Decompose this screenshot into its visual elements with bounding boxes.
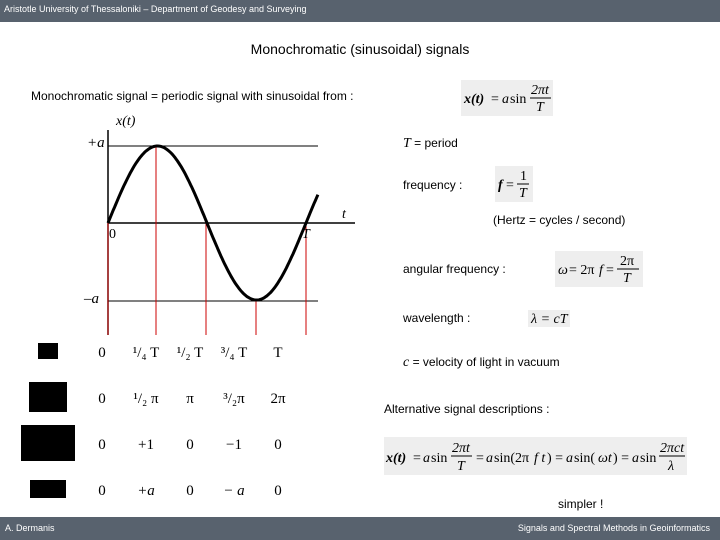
table-cell: 0 [98, 436, 106, 453]
table-cell: 0 [98, 344, 106, 361]
svg-text:a: a [423, 451, 430, 466]
table-cell: 0 [98, 390, 106, 407]
table-row [16, 330, 300, 376]
footer-bar [0, 517, 720, 540]
svg-text:f: f [498, 178, 503, 193]
wavelength-label: wavelength : [403, 311, 471, 325]
hertz-note: (Hertz = cycles / second) [493, 213, 626, 227]
simpler-note: simpler ! [558, 497, 604, 511]
table-cell: +a [137, 482, 155, 499]
svg-text:2πct: 2πct [660, 441, 685, 456]
minus-a-label: –a [84, 291, 99, 307]
svg-text:a: a [566, 451, 573, 466]
svg-text:x(t): x(t) [464, 92, 485, 107]
main-formula [461, 80, 553, 116]
alternative-formula [384, 437, 687, 475]
frequency-label: frequency : [403, 178, 463, 192]
table-cell: T [273, 344, 283, 361]
table-cell: ³/₂π [223, 390, 245, 407]
header-bar [0, 0, 720, 22]
svg-text:sin: sin [640, 451, 657, 466]
row-marker [16, 468, 80, 514]
svg-text:ωt: ωt [598, 451, 612, 466]
svg-text:1: 1 [520, 169, 527, 184]
table-cell: −1 [226, 436, 242, 453]
svg-text:=: = [606, 263, 614, 278]
svg-text:2π: 2π [620, 254, 635, 269]
period-label: = period [414, 136, 458, 150]
row-marker [16, 330, 80, 376]
plus-a-label: +a [87, 135, 105, 151]
origin-label: 0 [109, 227, 116, 242]
y-axis-label: x(t) [116, 114, 136, 129]
values-table [16, 330, 300, 514]
svg-text:) =: ) = [613, 451, 630, 466]
svg-text:sin: sin [431, 451, 448, 466]
svg-text:a: a [486, 451, 493, 466]
svg-text:sin: sin [510, 92, 527, 107]
svg-text:=: = [476, 451, 484, 466]
frequency-formula [495, 166, 533, 202]
svg-text:λ: λ [668, 459, 675, 474]
x-axis-label: t [342, 207, 346, 222]
t-period-label: T [302, 227, 310, 242]
svg-text:f: f [599, 263, 603, 278]
svg-text:sin(2π: sin(2π [494, 451, 530, 466]
svg-text:=: = [491, 92, 499, 107]
table-cell: 2π [270, 390, 286, 407]
table-cell: 0 [186, 482, 194, 499]
footer-author: A. Dermanis [5, 523, 55, 533]
table-cell: 0 [98, 482, 106, 499]
svg-text:2πt: 2πt [531, 83, 549, 98]
table-cell: 0 [186, 436, 194, 453]
svg-text:T: T [457, 459, 465, 474]
table-cell: +1 [138, 436, 154, 453]
table-row [16, 376, 300, 422]
sine-plot [80, 110, 380, 335]
period-symbol: T [403, 136, 411, 151]
svg-text:) =: ) = [547, 451, 564, 466]
table-cell: 0 [274, 436, 282, 453]
svg-text:f t: f t [534, 451, 546, 466]
slide-title: Monochromatic (sinusoidal) signals [250, 41, 470, 57]
svg-text:T: T [536, 100, 544, 115]
period-text [403, 136, 458, 152]
svg-text:x(t): x(t) [386, 451, 407, 466]
table-cell: ¹/₂ T [176, 344, 204, 361]
table-row [16, 468, 300, 514]
definition-text: Monochromatic signal = periodic signal with sinusoidal from : [31, 89, 354, 103]
angular-frequency-label: angular frequency : [403, 262, 506, 276]
c-note [403, 355, 560, 371]
svg-text:T: T [519, 186, 527, 201]
header-institution: Aristotle University of Thessaloniki – Department of Geodesy and Surveying [4, 4, 307, 14]
table-cell: ¹/₄ T [132, 344, 160, 361]
svg-text:λ = cT: λ = cT [531, 312, 568, 327]
c-note-text: = velocity of light in vacuum [412, 355, 560, 369]
svg-text:sin(: sin( [574, 451, 595, 466]
svg-text:a: a [632, 451, 639, 466]
table-cell: ¹/₂ π [133, 390, 159, 407]
svg-text:2πt: 2πt [452, 441, 470, 456]
table-cell: π [186, 390, 194, 407]
table-cell: 0 [274, 482, 282, 499]
svg-text:=: = [506, 178, 514, 193]
svg-text:T: T [623, 271, 631, 286]
svg-text:= 2π: = 2π [569, 263, 595, 278]
row-marker [16, 376, 80, 422]
footer-course: Signals and Spectral Methods in Geoinformatics [517, 523, 710, 533]
svg-text:=: = [413, 451, 421, 466]
row-marker [16, 422, 80, 468]
table-cell: − a [223, 482, 245, 499]
wavelength-formula [528, 310, 570, 327]
svg-text:a: a [502, 92, 509, 107]
svg-text:ω: ω [558, 263, 568, 278]
table-row [16, 422, 300, 468]
c-symbol: c [403, 355, 410, 370]
angular-formula [555, 251, 643, 287]
table-cell: ³/₄ T [220, 344, 248, 361]
alt-description: Alternative signal descriptions : [384, 402, 550, 416]
